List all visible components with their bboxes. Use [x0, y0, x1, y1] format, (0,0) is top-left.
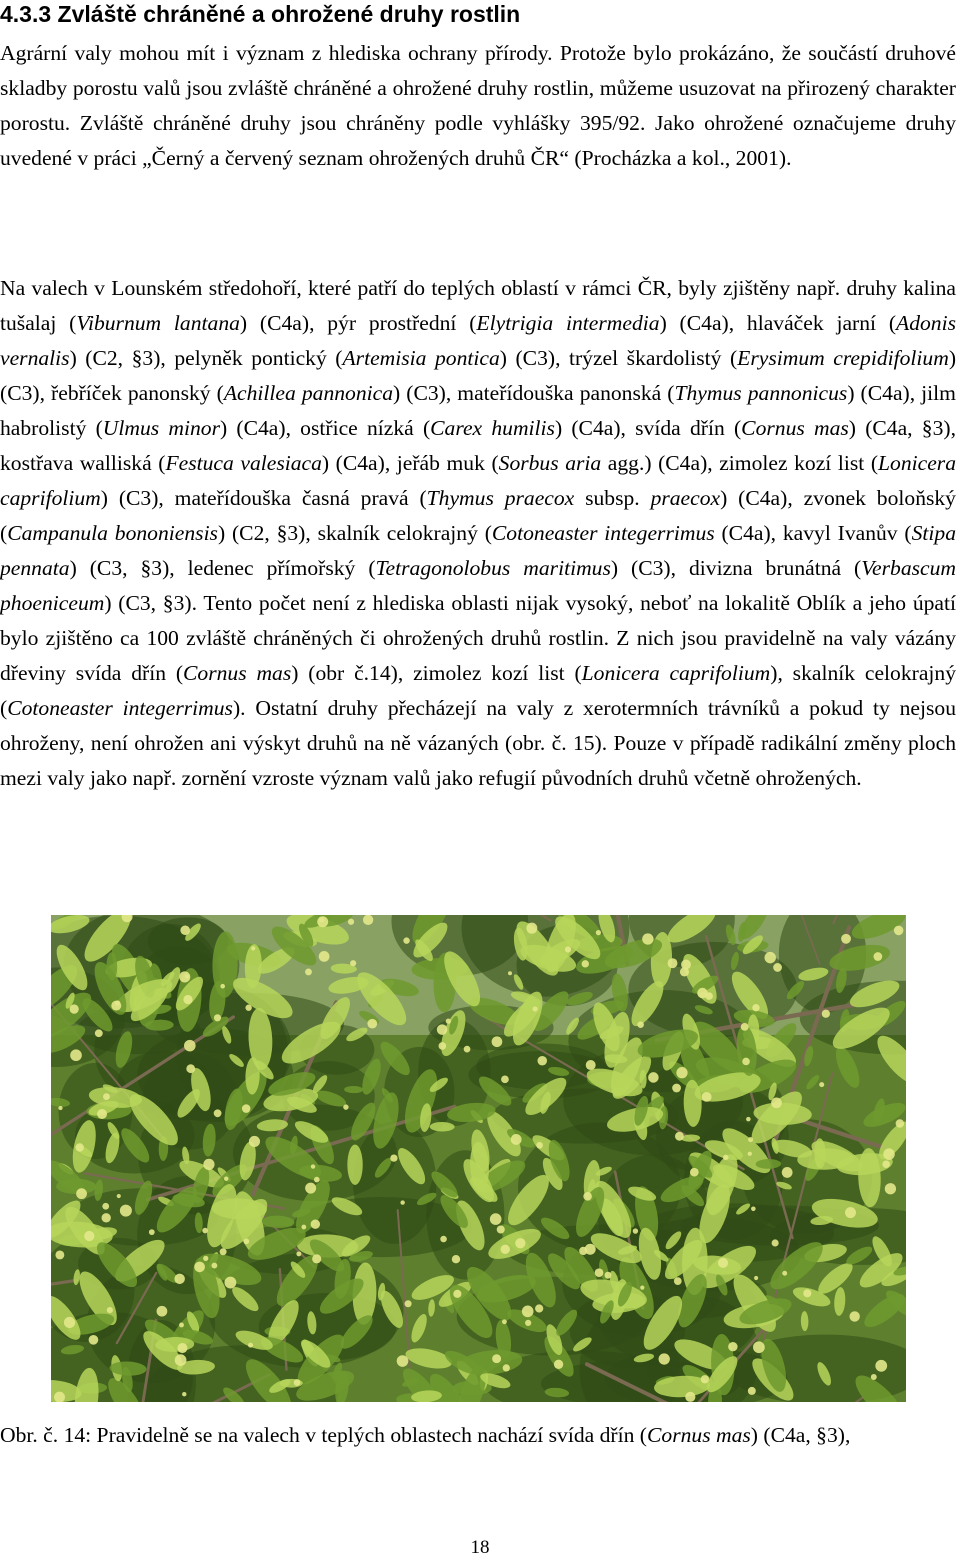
text-run: ) (C3, §3), ledenec přímořský ( — [69, 556, 376, 580]
flower-cluster — [437, 1024, 448, 1035]
flower-cluster — [403, 937, 409, 943]
text-run: ) (C4a, §3), — [750, 1423, 851, 1447]
text-run: ) (C4a), jeřáb muk ( — [321, 451, 499, 475]
flower-cluster — [773, 963, 782, 972]
latin-name: Cotoneaster integerrimus — [7, 696, 233, 720]
text-run: ) (C4a), pýr prostřední ( — [239, 311, 477, 335]
flower-cluster — [224, 1177, 228, 1181]
flower-cluster — [177, 1343, 187, 1353]
flower-cluster — [242, 1104, 251, 1113]
photo-canvas — [51, 915, 906, 1402]
flower-cluster — [319, 951, 330, 962]
latin-name: Erysimum crepidifolium — [737, 346, 949, 370]
flower-cluster — [202, 1228, 208, 1234]
flower-cluster — [690, 1168, 699, 1177]
flower-cluster — [754, 1276, 758, 1280]
latin-name: Cornus mas — [647, 1423, 751, 1447]
flower-cluster — [64, 1317, 75, 1328]
flower-cluster — [503, 1364, 510, 1371]
flower-cluster — [640, 1285, 644, 1289]
flower-cluster — [782, 1271, 787, 1276]
flower-cluster — [605, 1272, 612, 1279]
flower-cluster — [397, 1355, 409, 1367]
flower-cluster — [819, 1082, 824, 1087]
flower-cluster — [723, 1155, 728, 1160]
latin-name: Cornus mas — [183, 661, 292, 685]
flower-cluster — [294, 1379, 301, 1386]
flower-cluster — [742, 1058, 750, 1066]
flower-cluster — [180, 925, 190, 935]
flower-cluster — [841, 934, 851, 944]
latin-name: Tetragonolobus maritimus — [375, 556, 611, 580]
text-run: subsp. — [574, 486, 651, 510]
text-run: ) (C3, §3). Tento počet není z hlediska oblasti nijak vysoký, neboť na lokalitě Oblík a jeho úpatí bylo zjištěno ca 100 zvláště chráněných či ohrožených druhů rostlin. Z nich jsou pravidelně na valy vázány dřeviny svída dřín ( — [0, 591, 956, 685]
flower-cluster — [536, 1142, 543, 1149]
text-run: ) (C3), mateřídouška časná pravá ( — [100, 486, 427, 510]
flower-cluster — [314, 1177, 320, 1183]
flower-cluster — [439, 1042, 447, 1050]
flower-cluster — [526, 923, 537, 934]
flower-cluster — [224, 1277, 236, 1289]
text-run: ) (C3), divizna brunátná ( — [610, 556, 862, 580]
latin-name: Achillea pannonica — [223, 381, 394, 405]
flower-cluster — [312, 1254, 321, 1263]
flower-cluster — [220, 1248, 227, 1255]
latin-name: Lonicera caprifolium — [581, 661, 771, 685]
flower-cluster — [175, 1354, 187, 1366]
flower-cluster — [883, 1148, 895, 1160]
flower-cluster — [595, 1268, 604, 1277]
flower-cluster — [511, 1134, 522, 1145]
flower-cluster — [871, 1374, 877, 1380]
intro-paragraph — [0, 36, 956, 176]
flower-cluster — [728, 1342, 737, 1351]
flower-cluster — [752, 1004, 759, 1011]
flower-cluster — [748, 1387, 756, 1395]
flower-cluster — [103, 1093, 110, 1100]
flower-cluster — [251, 946, 255, 950]
flower-cluster — [58, 1106, 62, 1110]
flower-cluster — [305, 1183, 316, 1194]
flower-cluster — [508, 971, 512, 975]
flower-cluster — [675, 1132, 684, 1141]
flower-cluster — [301, 1225, 306, 1230]
flower-cluster — [117, 1194, 121, 1198]
flower-cluster — [97, 1109, 107, 1119]
flower-cluster — [363, 915, 373, 925]
flower-cluster — [705, 992, 713, 1000]
flower-cluster — [183, 995, 192, 1004]
flower-cluster — [803, 1289, 811, 1297]
text-run: ), skalník celokrajný ( — [0, 661, 957, 720]
text-run: ) (C4a), svída dřín ( — [554, 416, 742, 440]
latin-name: Lonicera caprifolium — [0, 451, 956, 510]
flower-cluster — [311, 1164, 315, 1168]
latin-name: Viburnum lantana — [76, 311, 240, 335]
flower-cluster — [822, 1010, 830, 1018]
flower-cluster — [748, 1152, 752, 1156]
flower-cluster — [741, 1023, 749, 1031]
flower-cluster — [400, 1200, 404, 1204]
figure-caption — [0, 1418, 956, 1453]
text-run: ) (obr č.14), zimolez kozí list ( — [291, 661, 582, 685]
flower-cluster — [317, 916, 328, 927]
text-run: ) (C3), mateřídouška panonská ( — [393, 381, 675, 405]
flower-cluster — [149, 1229, 155, 1235]
text-run: ) (C4a), zvonek boloňský ( — [0, 486, 956, 545]
flower-cluster — [245, 1005, 251, 1011]
flower-cluster — [583, 1192, 592, 1201]
text-run: ) (C4a, §3), kostřava walliská ( — [0, 416, 956, 475]
flower-cluster — [554, 1360, 563, 1369]
latin-name: Thymus praecox — [426, 486, 575, 510]
text-run: ) (C2, §3), pelyněk pontický ( — [69, 346, 343, 370]
flower-cluster — [107, 1307, 113, 1313]
flower-cluster — [203, 1159, 214, 1170]
latin-name: Campanula bononiensis — [7, 521, 218, 545]
flower-cluster — [350, 960, 356, 966]
flower-cluster — [875, 1360, 887, 1372]
flower-cluster — [311, 1220, 320, 1229]
text-run: (C4a), kavyl Ivanův ( — [714, 521, 912, 545]
text-run: ) (C2, §3), skalník celokrajný ( — [217, 521, 492, 545]
text-run: ) (C3), trýzel škardolistý ( — [499, 346, 738, 370]
flower-cluster — [76, 1188, 87, 1199]
flower-cluster — [296, 1251, 301, 1256]
cornus-mas-photo — [51, 915, 906, 1402]
latin-name: Elytrigia intermedia — [476, 311, 660, 335]
flower-cluster — [685, 1392, 695, 1402]
flower-cluster — [701, 1375, 709, 1383]
flower-cluster — [89, 1335, 99, 1345]
text-run: Na valech v Lounském středohoří, které patří do teplých oblastí v rámci ČR, byly zjištěny např. druhy kalina tušalaj ( — [0, 276, 956, 335]
flower-cluster — [772, 1239, 779, 1246]
flower-cluster — [367, 1019, 377, 1029]
flower-cluster — [718, 1258, 728, 1268]
latin-name: Verbascum phoeniceum — [0, 556, 957, 615]
flower-cluster — [674, 1277, 682, 1285]
text-run: ) (C4a), jilm habrolistý ( — [0, 381, 956, 440]
flower-cluster — [764, 952, 775, 963]
flower-cluster — [885, 1183, 896, 1194]
flower-cluster — [849, 1311, 859, 1321]
flower-cluster — [70, 1049, 82, 1061]
flower-cluster — [680, 967, 689, 976]
text-run: ) (C4a), ostřice nízká ( — [219, 416, 431, 440]
flower-cluster — [305, 968, 312, 975]
flower-cluster — [746, 1117, 751, 1122]
flower-cluster — [753, 1341, 765, 1353]
flower-cluster — [203, 1256, 208, 1261]
flower-cluster — [182, 1392, 186, 1396]
flower-cluster — [535, 1304, 543, 1312]
flower-cluster — [501, 1245, 510, 1254]
flower-cluster — [782, 1167, 793, 1178]
flower-cluster — [120, 1205, 132, 1217]
flower-cluster — [748, 1137, 753, 1142]
flower-cluster — [596, 930, 601, 935]
latin-name: Artemisia pontica — [342, 346, 500, 370]
flower-cluster — [348, 919, 354, 925]
flower-cluster — [633, 1228, 638, 1233]
flower-cluster — [845, 1207, 856, 1218]
flower-cluster — [185, 974, 189, 978]
flower-cluster — [220, 984, 225, 989]
flower-cluster — [492, 1354, 501, 1363]
flower-cluster — [214, 1014, 221, 1021]
flower-cluster — [668, 958, 678, 968]
flower-cluster — [84, 1231, 94, 1241]
text-run: ) (C4a), hlaváček jarní ( — [659, 311, 897, 335]
latin-name: Sorbus aria — [498, 451, 602, 475]
latin-name: Adonis vernalis — [0, 311, 956, 370]
flower-cluster — [492, 1036, 503, 1047]
flower-cluster — [515, 1238, 525, 1248]
flower-cluster — [111, 1001, 121, 1011]
flower-cluster — [676, 1067, 687, 1078]
flower-cluster — [75, 1143, 83, 1151]
flower-cluster — [525, 1320, 531, 1326]
text-run: ) (C3), řebříček panonský ( — [0, 346, 957, 405]
flower-cluster — [537, 1056, 547, 1066]
latin-name: Ulmus minor — [102, 416, 220, 440]
flower-cluster — [343, 1104, 348, 1109]
flower-cluster — [194, 1262, 205, 1273]
flower-cluster — [894, 926, 904, 936]
flower-cluster — [501, 1075, 509, 1083]
flower-cluster — [532, 1006, 537, 1011]
flower-cluster — [490, 1213, 502, 1225]
page-number: 18 — [470, 1537, 490, 1558]
latin-name: praecox — [650, 486, 721, 510]
flower-cluster — [882, 1160, 890, 1168]
latin-name: Stipa pennata — [0, 521, 956, 580]
flower-cluster — [214, 1109, 222, 1117]
flower-cluster — [184, 1040, 196, 1052]
flower-cluster — [390, 1154, 397, 1161]
latin-name: Cotoneaster integerrimus — [491, 521, 715, 545]
species-paragraph — [0, 271, 956, 796]
flower-cluster — [248, 1343, 253, 1348]
text-run: Agrární valy mohou mít i význam z hlediska ochrany přírody. Protože bylo prokázáno, že součástí druhové skladby porostu valů jsou zvláště chráněné a ohrožené druhy rostlin, můžeme usuzovat na přirozený charakter porostu. Zvláště chráněné druhy jsou chráněny podle vyhlášky 395/92. Jako ohrožené označujeme druhy uvedené v práci „Černý a červený seznam ohrožených druhů ČR“ (Procházka a kol., 2001). — [0, 41, 956, 170]
flower-cluster — [452, 1255, 460, 1263]
flower-cluster — [446, 1019, 451, 1024]
flower-cluster — [497, 1225, 505, 1233]
flower-cluster — [522, 1306, 534, 1318]
flower-cluster — [102, 1203, 109, 1210]
flower-cluster — [586, 1060, 596, 1070]
flower-cluster — [582, 960, 589, 967]
latin-name: Thymus pannonicus — [674, 381, 848, 405]
latin-name: Cornus mas — [741, 416, 849, 440]
flower-cluster — [659, 1353, 670, 1364]
flower-cluster — [95, 1029, 103, 1037]
flower-cluster — [55, 1250, 64, 1259]
flower-cluster — [405, 1300, 412, 1307]
flower-cluster — [637, 1021, 644, 1028]
flower-cluster — [453, 1290, 461, 1298]
flower-cluster — [179, 1323, 184, 1328]
flower-cluster — [244, 1238, 250, 1244]
flower-cluster — [565, 946, 571, 952]
flower-cluster — [464, 1046, 471, 1053]
flower-cluster — [70, 1004, 79, 1013]
flower-cluster — [585, 1244, 596, 1255]
flower-cluster — [648, 1072, 659, 1083]
text-run: Obr. č. 14: Pravidelně se na valech v teplých oblastech nachází svída dřín ( — [0, 1423, 647, 1447]
flower-cluster — [157, 1306, 168, 1317]
flower-cluster — [751, 1206, 756, 1211]
flower-cluster — [211, 1263, 217, 1269]
flower-cluster — [642, 933, 653, 944]
text-run: ). Ostatní druhy přecházejí na valy z xerotermních trávníků a pokud ty nejsou ohroženy, není ohrožen ani výskyt druhů na ně vázaných (obr. č. 15). Pouze v případě radikální změny ploch mezi valy jako např. zornění vzroste význam valů jako refugií původních druhů včetně ohrožených. — [0, 696, 957, 790]
flower-cluster — [702, 1092, 712, 1102]
flower-cluster — [502, 1319, 507, 1324]
flower-cluster — [440, 1236, 447, 1243]
flower-cluster — [771, 1097, 782, 1108]
section-heading: 4.3.3 Zvláště chráněné a ohrožené druhy rostlin — [0, 1, 521, 27]
flower-cluster — [186, 1064, 195, 1073]
flower-cluster — [896, 1119, 904, 1127]
text-run: agg.) (C4a), zimolez kozí list ( — [601, 451, 879, 475]
flower-cluster — [873, 952, 882, 961]
flower-cluster — [672, 1084, 681, 1093]
flower-cluster — [102, 1213, 111, 1222]
flower-cluster — [249, 1136, 260, 1147]
latin-name: Festuca valesiaca — [165, 451, 322, 475]
flower-cluster — [174, 1274, 184, 1284]
latin-name: Carex humilis — [430, 416, 555, 440]
leaf — [347, 1144, 362, 1185]
